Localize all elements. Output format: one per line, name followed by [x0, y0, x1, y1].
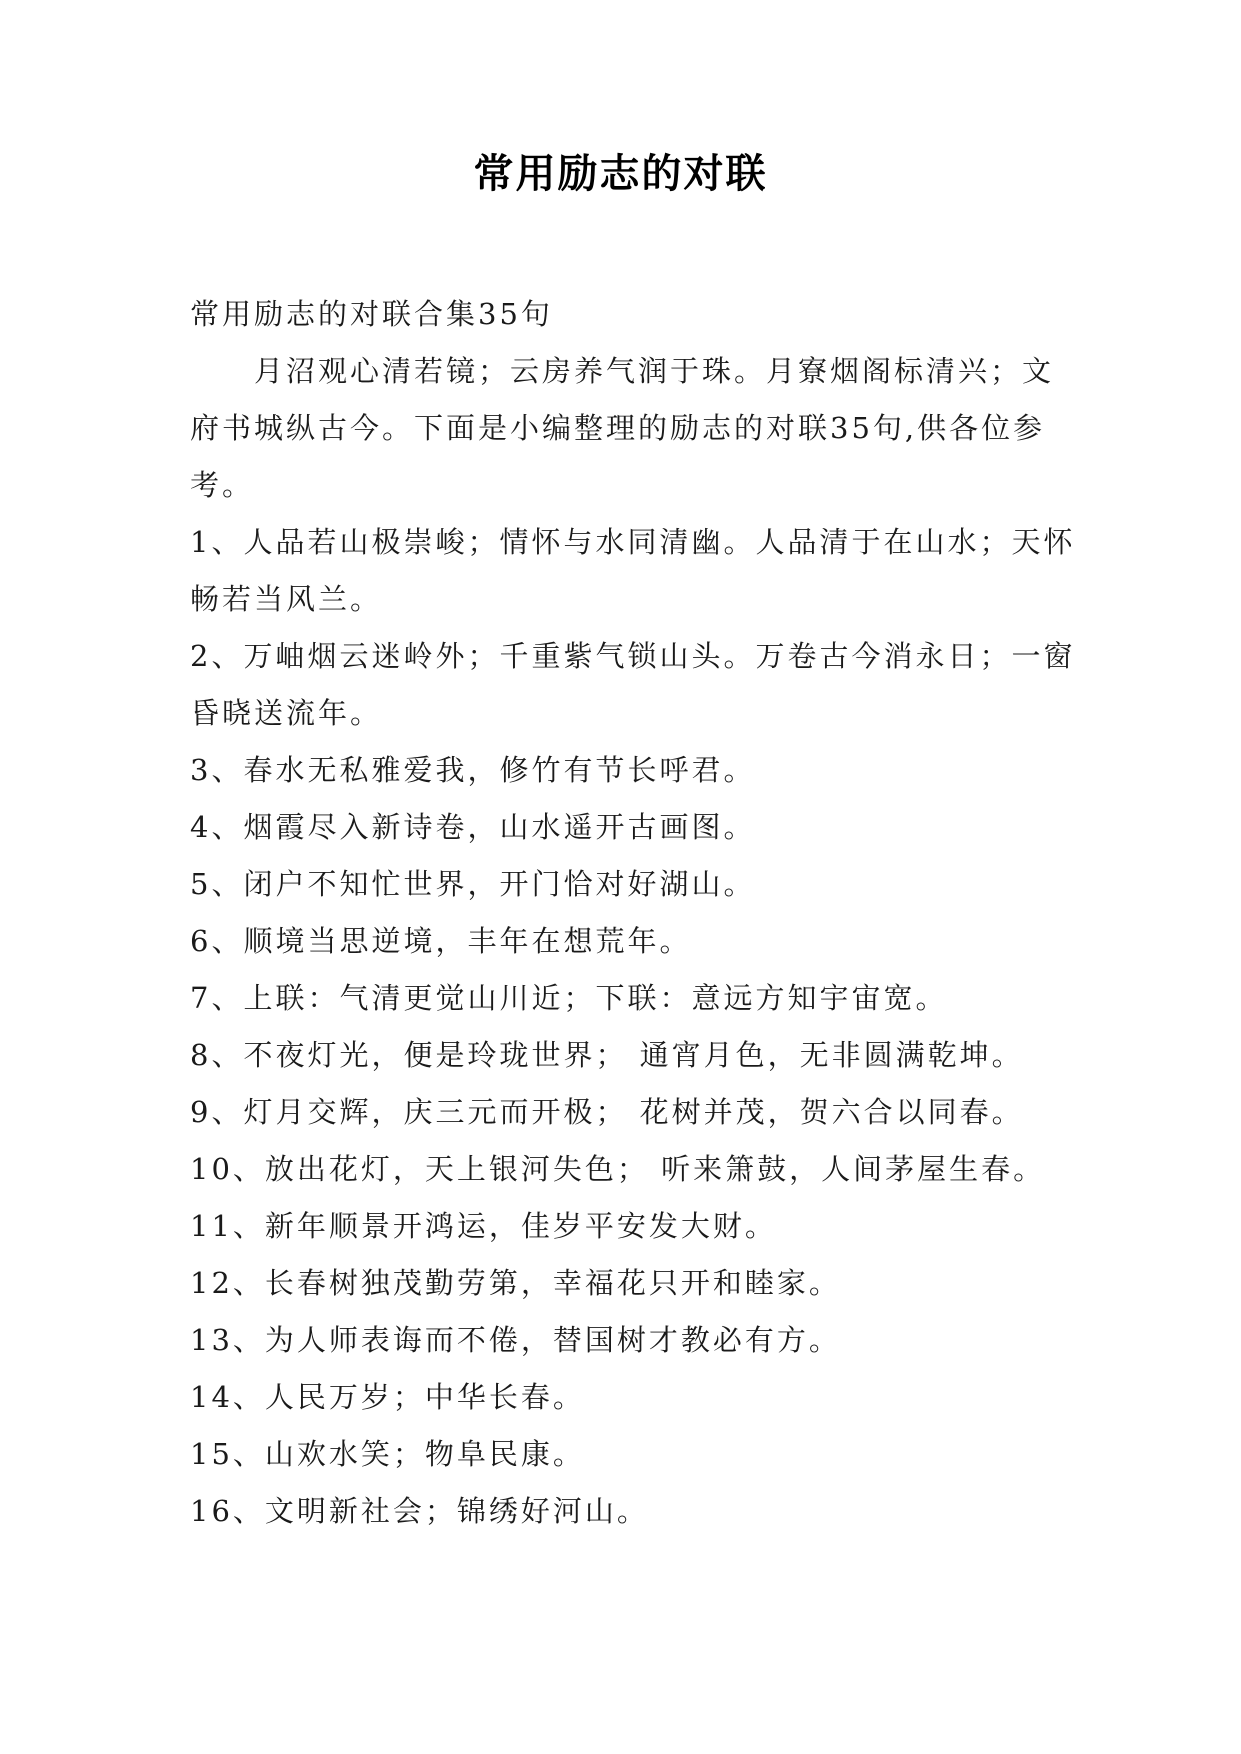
couplet-item: 1、人品若山极崇峻；情怀与水同清幽。人品清于在山水；天怀畅若当风兰。: [190, 525, 1076, 616]
couplet-item: 15、山欢水笑；物阜民康。: [190, 1437, 585, 1471]
couplet-item: 9、灯月交辉，庆三元而开极； 花树并茂，贺六合以同春。: [190, 1095, 1024, 1129]
couplet-item: 13、为人师表诲而不倦，替国树才教必有方。: [190, 1323, 841, 1357]
document-body: [190, 286, 1080, 1540]
couplet-item: 4、烟霞尽入新诗卷，山水遥开古画图。: [190, 810, 756, 844]
intro-paragraph: 月沼观心清若镜；云房养气润于珠。月寮烟阁标清兴；文府书城纵古今。下面是小编整理的励志的对联35句,供各位参考。: [190, 354, 1055, 502]
couplet-item: 11、新年顺景开鸿运，佳岁平安发大财。: [190, 1209, 777, 1243]
couplet-item: 5、闭户不知忙世界，开门恰对好湖山。: [190, 867, 756, 901]
couplet-item: 14、人民万岁；中华长春。: [190, 1380, 585, 1414]
couplet-item: 2、万岫烟云迷岭外；千重紫气锁山头。万卷古今消永日；一窗昏晓送流年。: [190, 639, 1076, 730]
document-title: 常用励志的对联: [473, 151, 768, 197]
couplet-item: 12、长春树独茂勤劳第，幸福花只开和睦家。: [190, 1266, 841, 1300]
couplet-item: 10、放出花灯，天上银河失色； 听来箫鼓，人间茅屋生春。: [190, 1152, 1046, 1186]
couplet-item: 3、春水无私雅爱我，修竹有节长呼君。: [190, 753, 756, 787]
couplet-item: 7、上联：气清更觉山川近；下联：意远方知宇宙宽。: [190, 981, 948, 1015]
couplet-item: 8、不夜灯光，便是玲珑世界； 通宵月色，无非圆满乾坤。: [190, 1038, 1024, 1072]
couplet-item: 16、文明新社会；锦绣好河山。: [190, 1494, 649, 1528]
couplet-item: 6、顺境当思逆境，丰年在想荒年。: [190, 924, 692, 958]
document-subtitle: 常用励志的对联合集35句: [190, 297, 553, 331]
